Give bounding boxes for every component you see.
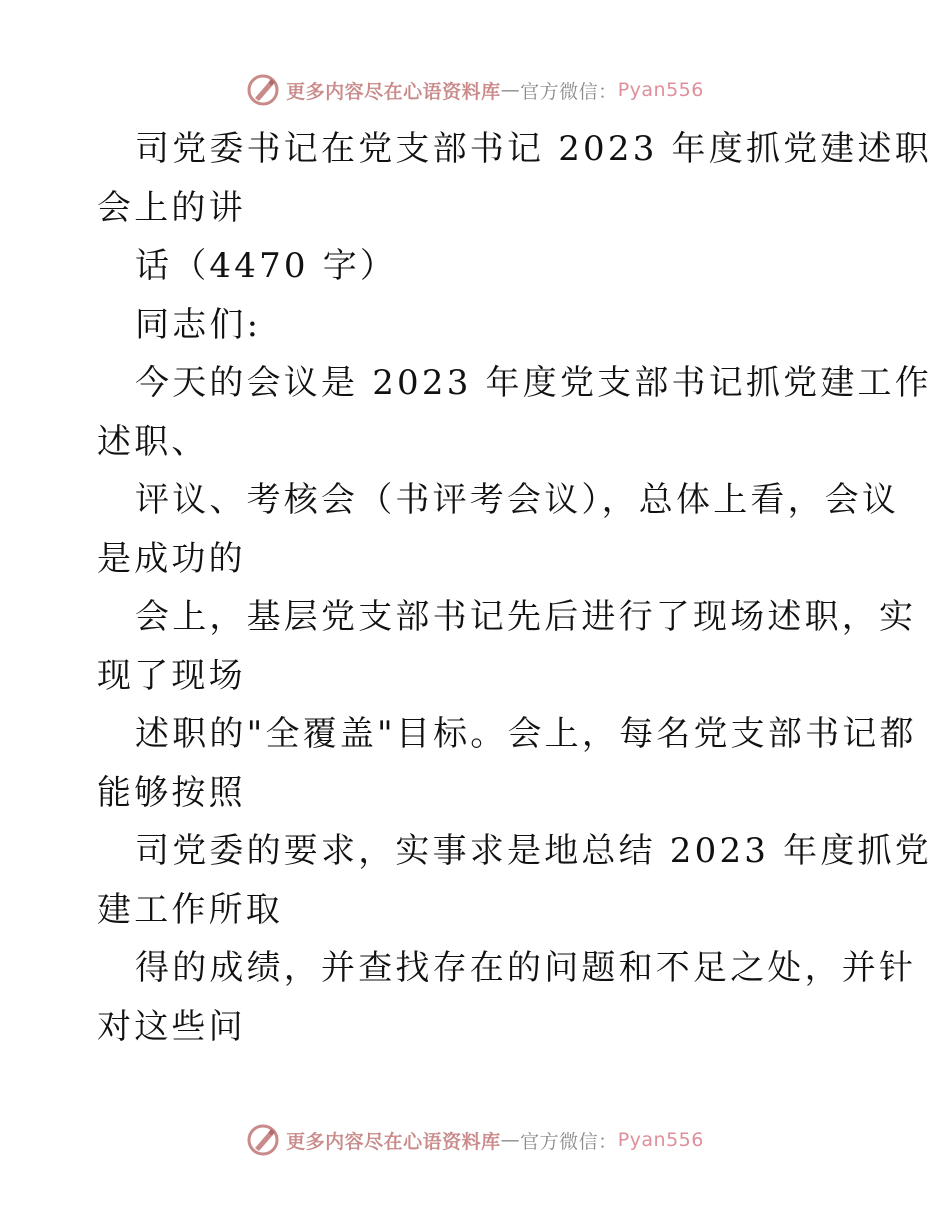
watermark-account: Pyan556	[617, 79, 704, 101]
text-line: 会上，基层党支部书记先后进行了现场述职，实	[135, 597, 917, 637]
text-line: 今天的会议是 2023 年度党支部书记抓党建工作	[135, 363, 932, 403]
text-line: 会上的讲	[97, 187, 246, 228]
text-line: 司党委书记在党支部书记 2023 年度抓党建述职	[135, 129, 932, 169]
watermark-mid: 官方微信：	[520, 1130, 618, 1153]
watermark-dash: —	[500, 79, 521, 101]
text-line: 是成功的	[97, 538, 246, 579]
watermark-lead: 更多内容尽在心语资料库	[286, 1130, 501, 1153]
text-line: 评议、考核会（书评考会议），总体上看，会议	[135, 480, 900, 520]
header-watermark	[0, 70, 950, 110]
watermark-dash: —	[500, 1129, 521, 1151]
document-body	[97, 120, 932, 1056]
text-line: 建工作所取	[97, 889, 283, 930]
text-line: 话（4470 字）	[135, 246, 398, 286]
text-line: 能够按照	[97, 772, 246, 813]
watermark-mid: 官方微信：	[520, 80, 618, 103]
text-line: 述职的"全覆盖"目标。会上，每名党支部书记都	[135, 714, 917, 754]
text-line: 同志们:	[135, 304, 262, 345]
pen-logo-icon	[246, 73, 280, 107]
text-line: 现了现场	[97, 655, 246, 696]
pen-logo-icon	[246, 1123, 280, 1157]
text-line: 述职、	[97, 421, 209, 462]
watermark-account: Pyan556	[617, 1129, 704, 1151]
text-line: 对这些问	[97, 1006, 246, 1047]
watermark-lead: 更多内容尽在心语资料库	[286, 80, 501, 103]
text-line: 司党委的要求，实事求是地总结 2023 年度抓党	[135, 831, 932, 871]
footer-watermark	[0, 1120, 950, 1160]
text-line: 得的成绩，并查找存在的问题和不足之处，并针	[135, 948, 917, 988]
